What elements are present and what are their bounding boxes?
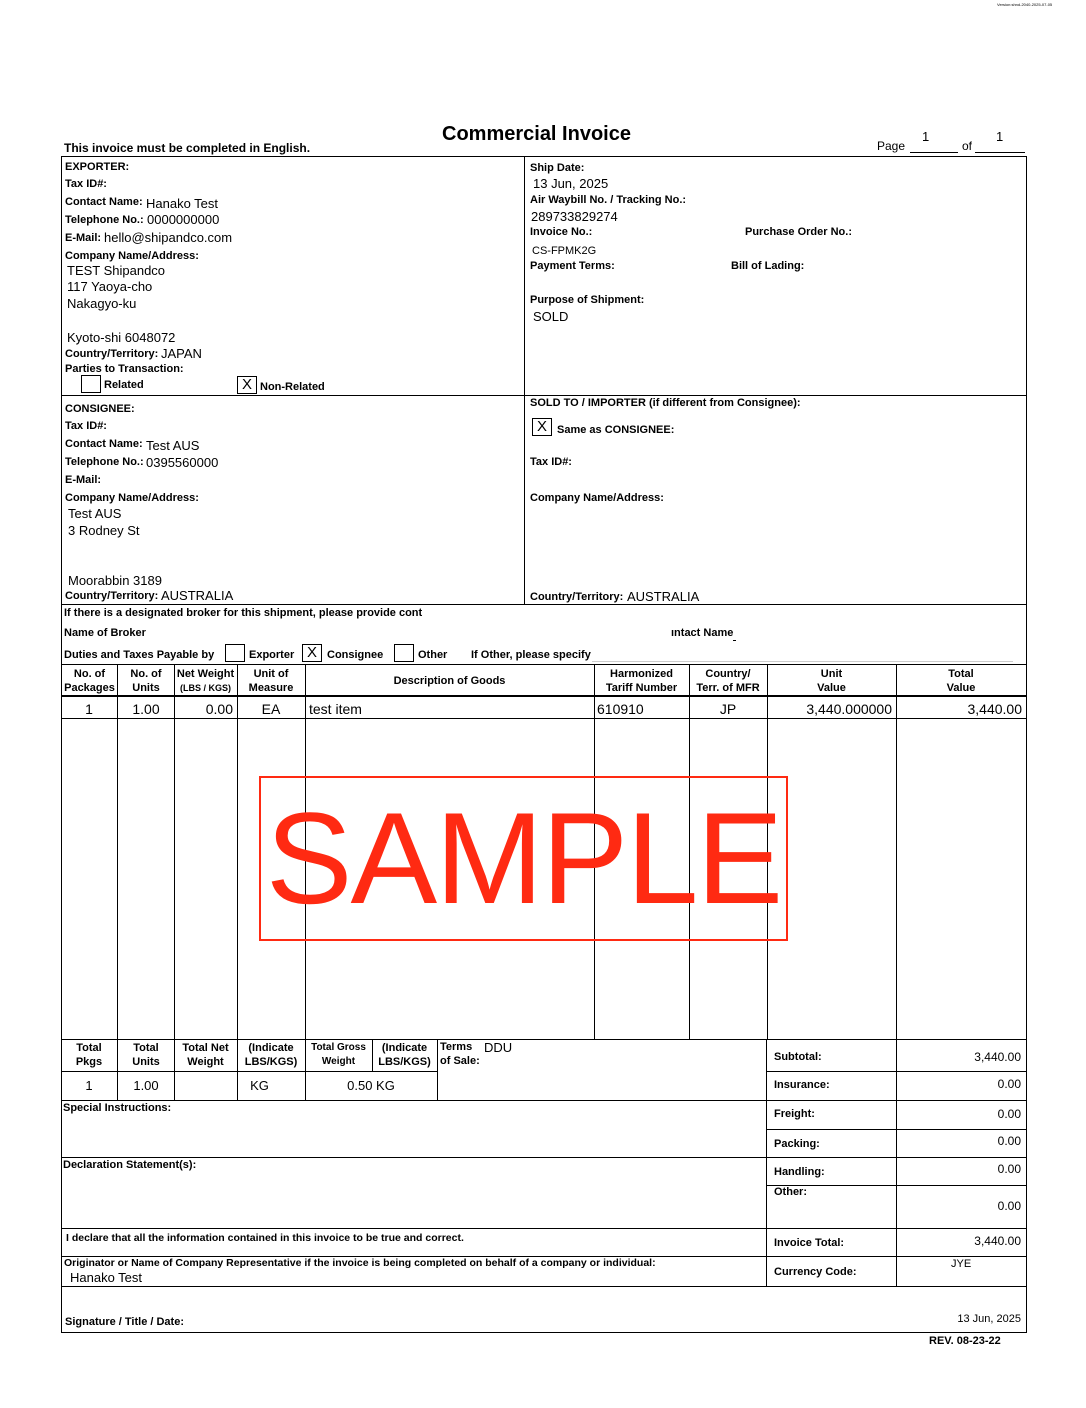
consignee-heading: CONSIGNEE:: [65, 403, 135, 415]
goods-header-top: [61, 664, 1027, 665]
packing: 0.00: [997, 1134, 1021, 1148]
terms-label-1: Terms: [440, 1041, 473, 1053]
version-tag: Version:shnd-2040-2025-07-05: [997, 2, 1053, 7]
exporter-email: hello@shipandco.com: [104, 230, 233, 245]
summary-line-1: [766, 1071, 1026, 1072]
exporter-heading: EXPORTER:: [65, 161, 130, 173]
col-net-weight-header: Net Weight (LBS / KGS): [176, 668, 235, 693]
other: 0.00: [997, 1199, 1021, 1213]
col-unit-value-header: Unit Value: [817, 668, 846, 694]
signature-top: [61, 1286, 1027, 1287]
awb: 289733829274: [531, 209, 618, 224]
invoice-total-label: Invoice Total:: [774, 1237, 845, 1249]
frame-bottom: [61, 1332, 1027, 1333]
currency-label: Currency Code:: [774, 1266, 857, 1278]
sample-watermark: SAMPLE: [259, 776, 788, 941]
summary-left: [766, 1039, 767, 1286]
broker-name-label: Name of Broker: [64, 627, 146, 639]
col-line-3: [237, 664, 238, 1100]
invoice-number: CS-FPMK2G: [532, 245, 597, 257]
page-title: Commercial Invoice: [442, 123, 631, 145]
item-units: 1.00: [132, 701, 160, 717]
signature-label: Signature / Title / Date:: [65, 1316, 184, 1328]
currency-code: JYE: [951, 1258, 972, 1270]
col-packages-header: No. of Packages: [64, 668, 115, 694]
total-units: 1.00: [133, 1078, 159, 1093]
related-label: Related: [104, 379, 144, 391]
net-indicate-header: (Indicate LBS/KGS): [244, 1042, 298, 1068]
terms-label-2: of Sale:: [440, 1055, 480, 1067]
page-of-label: of: [962, 139, 973, 153]
frame-right: [1026, 156, 1027, 1332]
freight: 0.00: [997, 1107, 1021, 1121]
originator-name: Hanako Test: [70, 1270, 143, 1285]
signature-date: 13 Jun, 2025: [957, 1313, 1021, 1325]
specify-line: [592, 661, 1013, 662]
exporter-contact-label: Contact Name:: [65, 196, 143, 208]
sold-to-country: AUSTRALIA: [627, 589, 700, 604]
duties-label: Duties and Taxes Payable by: [64, 649, 215, 661]
page-current-line: [910, 152, 958, 153]
exporter-contact: Hanako Test: [146, 196, 219, 211]
same-as-consignee-checkbox[interactable]: X: [532, 418, 552, 436]
item-packages: 1: [85, 701, 93, 717]
bol-label: Bill of Lading:: [731, 260, 805, 272]
duties-exporter-label: Exporter: [249, 649, 295, 661]
exporter-country: JAPAN: [161, 346, 202, 361]
special-instructions-label: Special Instructions:: [63, 1102, 172, 1114]
other-label: Other:: [774, 1186, 807, 1198]
page-label: Page: [877, 139, 906, 153]
consignee-addr3: Moorabbin 3189: [68, 573, 162, 588]
total-net-unit: KG: [250, 1078, 269, 1093]
revision-label: REV. 08-23-22: [929, 1335, 1001, 1347]
exporter-tax-label: Tax ID#:: [65, 178, 107, 190]
awb-label: Air Waybill No. / Tracking No.:: [530, 194, 687, 206]
related-checkbox[interactable]: [81, 375, 101, 393]
consignee-contact-label: Contact Name:: [65, 438, 143, 450]
insurance: 0.00: [997, 1077, 1021, 1091]
summary-line-4: [766, 1157, 1026, 1158]
section-divider-1: [61, 395, 1027, 396]
item-country: JP: [719, 701, 737, 717]
nonrelated-checkbox[interactable]: X: [237, 376, 257, 394]
summary-mid: [896, 1039, 897, 1286]
item-unit-value: 3,440.000000: [806, 701, 892, 717]
col-hs-header: Harmonized Tariff Number: [605, 668, 678, 694]
handling: 0.00: [997, 1162, 1021, 1176]
subtotal-label: Subtotal:: [774, 1051, 822, 1063]
col-description-header: Description of Goods: [393, 675, 506, 687]
invoice-label: Invoice No.:: [530, 226, 593, 238]
col-line-1: [117, 664, 118, 1100]
item-uom: EA: [261, 701, 281, 717]
broker-contact-label: ıntact Name: [671, 627, 734, 639]
col-uom-header: Unit of Measure: [248, 668, 294, 694]
col-line-gross: [437, 1039, 438, 1100]
exporter-addr2: 117 Yaoya-cho: [67, 279, 153, 294]
consignee-country-label: Country/Territory:: [65, 590, 159, 602]
col-line-2: [174, 664, 175, 1100]
nonrelated-label: Non-Related: [260, 381, 325, 393]
mid-divider: [524, 156, 525, 605]
exporter-addr4: Kyoto-shi 6048072: [67, 330, 176, 345]
exporter-country-label: Country/Territory:: [65, 348, 159, 360]
certify-top: [61, 1228, 1027, 1229]
exporter-company-label: Company Name/Address:: [65, 250, 199, 262]
terms-of-sale: DDU: [484, 1040, 513, 1055]
parties-label: Parties to Transaction:: [65, 363, 184, 375]
col-total-value-header: Total Value: [946, 668, 976, 694]
consignee-addr2: 3 Rodney St: [68, 523, 140, 538]
frame-left: [61, 156, 62, 1332]
consignee-email-label: E-Mail:: [65, 474, 102, 486]
insurance-label: Insurance:: [774, 1079, 830, 1091]
duties-consignee-label: Consignee: [327, 649, 384, 661]
consignee-contact: Test AUS: [146, 438, 200, 453]
consignee-phone-label: Telephone No.:: [65, 456, 144, 468]
duties-consignee-checkbox[interactable]: X: [302, 644, 322, 662]
item-total-value: 3,440.00: [967, 701, 1022, 717]
total-gross: 0.50 KG: [347, 1078, 395, 1093]
gross-indicate-header: (Indicate LBS/KGS): [378, 1042, 431, 1068]
invoice-total: 3,440.00: [974, 1234, 1021, 1248]
goods-header-bottom: [61, 695, 1027, 697]
declaration-top: [61, 1157, 766, 1158]
item-description: test item: [309, 701, 362, 717]
consignee-tax-label: Tax ID#:: [65, 420, 107, 432]
exporter-addr1: TEST Shipandco: [67, 263, 166, 278]
duties-other-checkbox[interactable]: [394, 644, 414, 662]
same-as-consignee-label: Same as CONSIGNEE:: [557, 424, 675, 436]
frame-top: [61, 156, 1027, 157]
certification-statement: I declare that all the information contained in this invoice to be true and correct.: [66, 1232, 464, 1244]
section-divider-2: [61, 604, 1027, 605]
exporter-phone: 0000000000: [147, 212, 220, 227]
payment-terms-label: Payment Terms:: [530, 260, 615, 272]
freight-label: Freight:: [774, 1108, 815, 1120]
consignee-addr1: Test AUS: [68, 506, 122, 521]
consignee-country: AUSTRALIA: [161, 588, 234, 603]
subtotal: 3,440.00: [974, 1050, 1021, 1064]
col-units-header: No. of Units: [130, 668, 162, 694]
page-total-line: [975, 152, 1025, 153]
consignee-company-label: Company Name/Address:: [65, 492, 199, 504]
specify-label: If Other, please specify: [471, 649, 591, 661]
exporter-phone-label: Telephone No.:: [65, 214, 144, 226]
broker-note: If there is a designated broker for this shipment, please provide cont: [64, 607, 423, 619]
originator-label: Originator or Name of Company Representative if the invoice is being completed on behalf of a company or individual:: [64, 1257, 656, 1269]
duties-exporter-checkbox[interactable]: [225, 644, 245, 662]
sold-to-country-label: Country/Territory:: [530, 591, 624, 603]
declaration-label: Declaration Statement(s):: [63, 1159, 197, 1171]
special-top: [61, 1100, 766, 1101]
handling-label: Handling:: [774, 1166, 825, 1178]
col-country-header: Country/ Terr. of MFR: [696, 668, 760, 694]
exporter-email-label: E-Mail:: [65, 232, 102, 244]
page-total: 1: [996, 129, 1004, 144]
sold-to-company-label: Company Name/Address:: [530, 492, 664, 504]
col-line-8: [896, 664, 897, 1039]
total-units-header: Total Units: [132, 1042, 160, 1068]
purpose: SOLD: [533, 309, 569, 324]
po-label: Purchase Order No.:: [745, 226, 852, 238]
total-pkgs: 1: [85, 1078, 93, 1093]
item-hs-code: 610910: [597, 701, 644, 717]
summary-line-3: [766, 1129, 1026, 1130]
broker-contact-line: [733, 640, 736, 641]
totals-top: [61, 1039, 1027, 1040]
english-note: This invoice must be completed in English.: [64, 141, 311, 155]
consignee-phone: 0395560000: [146, 455, 219, 470]
ship-date: 13 Jun, 2025: [533, 176, 609, 191]
packing-label: Packing:: [774, 1138, 820, 1150]
total-pkgs-header: Total Pkgs: [75, 1042, 103, 1068]
exporter-addr3: Nakagyo-ku: [67, 296, 137, 311]
sold-to-heading: SOLD TO / IMPORTER (if different from Consignee):: [530, 397, 801, 409]
item-net-weight: 0.00: [205, 701, 233, 717]
duties-other-label: Other: [418, 649, 448, 661]
ship-date-label: Ship Date:: [530, 162, 585, 174]
page-current: 1: [922, 129, 930, 144]
item-row-bottom: [61, 718, 1027, 719]
summary-line-2: [766, 1100, 1026, 1101]
purpose-label: Purpose of Shipment:: [530, 294, 645, 306]
total-net-header: Total Net Weight: [182, 1042, 229, 1068]
sold-to-tax-label: Tax ID#:: [530, 456, 572, 468]
total-gross-header: Total Gross Weight: [311, 1042, 366, 1067]
